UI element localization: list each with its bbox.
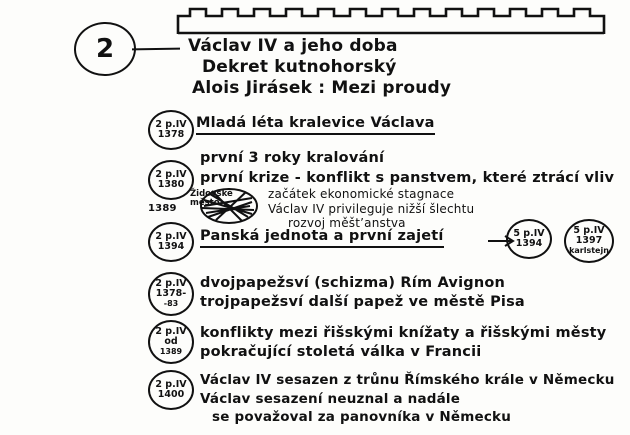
row-2-side-note: 1389 bbox=[148, 203, 177, 214]
badge-line-3: -83 bbox=[163, 299, 179, 308]
row-5-main-text: konflikty mezi řišskými knížaty a řišskými městy bbox=[200, 325, 607, 341]
badge-line-1: 2 p.IV bbox=[155, 326, 187, 337]
date-badge-row-6 bbox=[148, 370, 194, 410]
date-badge-row-4 bbox=[148, 272, 194, 316]
badge-line-1: 2 p.IV bbox=[155, 231, 187, 242]
row-3-main-text: Panská jednota a první zajetí bbox=[200, 228, 444, 248]
row-2-sub-text-3: Václav IV privileguje nižší šlechtu bbox=[268, 202, 475, 216]
row-2-sub-text-2: začátek ekonomické stagnace bbox=[268, 187, 455, 201]
circle-title-connector bbox=[132, 48, 180, 51]
badge-line-1: 2 p.IV bbox=[155, 169, 187, 180]
row-6-sub-text: Václav sesazení neuznal a nadále bbox=[200, 391, 461, 407]
date-badge-row-3 bbox=[148, 222, 194, 262]
date-badge-row-3-right-1 bbox=[506, 219, 552, 259]
badge-line-2: 1400 bbox=[157, 389, 185, 400]
title-line-2: Dekret kutnohorský bbox=[202, 57, 397, 77]
row-2-sub-text: první krize - konflikt s panstvem, které ztrácí vliv bbox=[200, 170, 615, 186]
badge-line-3: karlstejn bbox=[569, 246, 609, 255]
row-6-main-text: Václav IV sesazen z trůnu Římského krále v Německu bbox=[200, 372, 615, 388]
title-block bbox=[188, 36, 608, 99]
title-line-3: Alois Jirásek : Mezi proudy bbox=[192, 78, 452, 98]
row-1-main-text: Mladá léta kralevice Václava bbox=[196, 115, 435, 135]
castle-wall-decoration bbox=[176, 6, 606, 36]
badge-line-2: od bbox=[164, 336, 178, 347]
jewish-town-label: Židovské město bbox=[190, 189, 233, 208]
badge-line-2: 1378- bbox=[155, 288, 187, 299]
badge-line-1: 5 p.IV bbox=[513, 228, 545, 239]
badge-line-2: 1380 bbox=[157, 179, 185, 190]
badge-line-3: 1389 bbox=[159, 347, 183, 356]
badge-line-2: 1378 bbox=[157, 129, 185, 140]
badge-line-1: 2 p.IV bbox=[155, 119, 187, 130]
row-4-main-text: dvojpapežsví (schizma) Rím Avignon bbox=[200, 275, 506, 291]
date-badge-row-5 bbox=[148, 320, 194, 364]
row-2-main-text: první 3 roky kralování bbox=[200, 150, 385, 166]
page-number: 2 bbox=[95, 34, 115, 64]
row-6-sub-text-2: se považoval za panovníka v Německu bbox=[212, 409, 512, 425]
badge-line-1: 2 p.IV bbox=[155, 379, 187, 390]
badge-line-2: 1394 bbox=[515, 238, 543, 249]
badge-line-1: 2 p.IV bbox=[155, 278, 187, 289]
row-4-sub-text: trojpapežsví další papež ve městě Pisa bbox=[200, 294, 525, 310]
badge-line-1: 5 p.IV bbox=[573, 225, 605, 236]
date-badge-row-3-right-2 bbox=[564, 219, 614, 263]
title-line-1: Václav IV a jeho doba bbox=[188, 36, 398, 56]
row-2-sub-text-4: rozvoj měšt’anstva bbox=[288, 216, 406, 230]
row-5-sub-text: pokračující stoletá válka v Francii bbox=[200, 344, 482, 360]
scribble-blob bbox=[196, 186, 262, 226]
badge-line-2: 1397 bbox=[575, 235, 603, 246]
page-number-circle bbox=[73, 21, 137, 77]
date-badge-row-1 bbox=[148, 110, 194, 150]
date-badge-row-2 bbox=[148, 160, 194, 200]
badge-line-2: 1394 bbox=[157, 241, 185, 252]
